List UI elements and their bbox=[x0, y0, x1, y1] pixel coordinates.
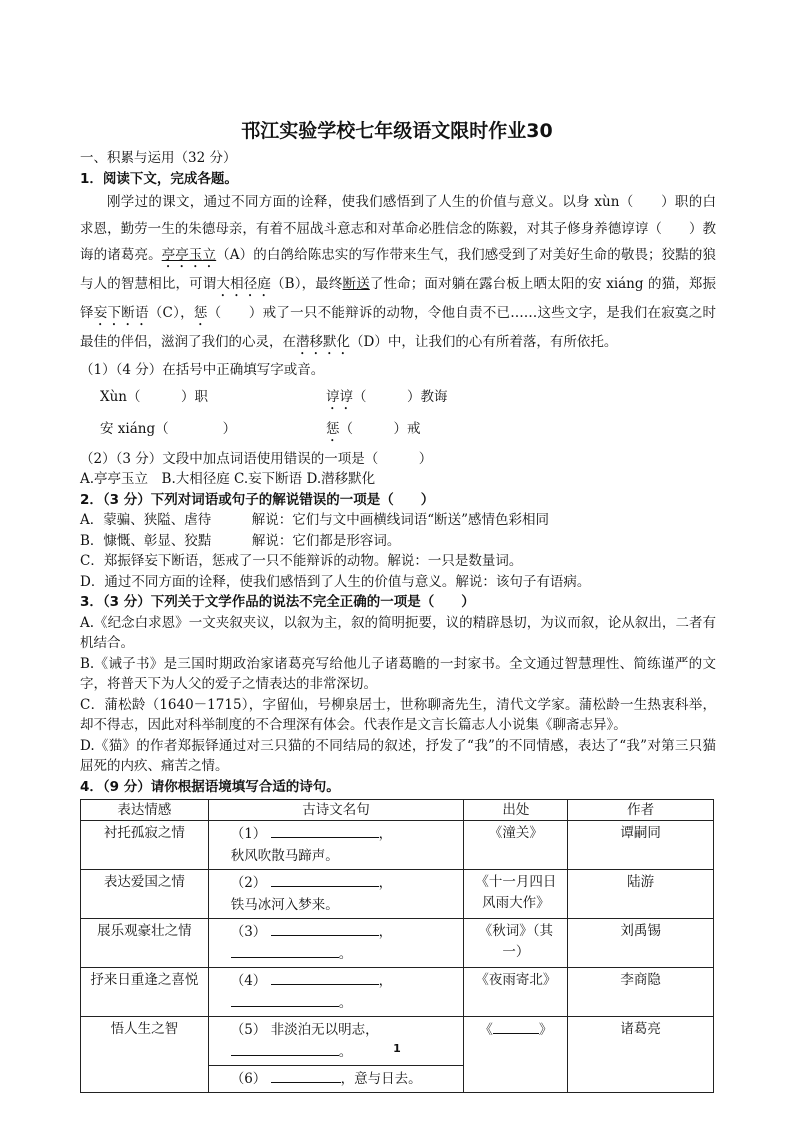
dotted-word: 谆谆 bbox=[326, 388, 353, 405]
source-cell: 《秋词》（其一） bbox=[464, 919, 568, 968]
poem-cell: （3） ， 。 bbox=[208, 919, 464, 968]
author-cell: 陆游 bbox=[568, 870, 714, 919]
table-header: 表达情感 bbox=[81, 800, 209, 821]
blank-number: （1） bbox=[230, 826, 267, 842]
reading-passage bbox=[80, 189, 716, 358]
answer-blank[interactable] bbox=[271, 921, 379, 936]
question-3-heading: 3．（3 分）下列关于文学作品的说法不完全正确的一项是（ ） bbox=[80, 594, 475, 610]
emotion-cell: 悟人生之智 bbox=[81, 1017, 209, 1093]
bracket: 《 bbox=[479, 1022, 493, 1038]
dotted-char: 惩 bbox=[193, 305, 208, 321]
table-header: 古诗文名句 bbox=[208, 800, 464, 821]
emotion-cell: 展乐观豪壮之情 bbox=[81, 919, 209, 968]
passage-text: 了性命；面对躺在露台板上晒太阳的安 xiáng 的猫，郑振铎 bbox=[80, 276, 717, 321]
poem-cell: （1） ， 秋风吹散马蹄声。 bbox=[208, 821, 464, 870]
question-3-option-b: B.《诫子书》是三国时期政治家诸葛亮写给他儿子诸葛瞻的一封家书。全文通过智慧理性、简练谨严的文字，将普天下为人父的爱子之情表达的非常深切。 bbox=[80, 655, 716, 692]
blank-number: （5） bbox=[230, 1022, 267, 1038]
poem-line: ，意与日去。 bbox=[340, 1071, 422, 1087]
emotion-cell: 表达爱国之情 bbox=[81, 870, 209, 919]
author-cell: 谭嗣同 bbox=[568, 821, 714, 870]
fill-item-zhunzhun bbox=[326, 381, 448, 413]
fill-item-cheng bbox=[326, 413, 421, 445]
answer-blank[interactable] bbox=[231, 943, 339, 958]
question-2-heading: 2．（3 分）下列对词语或句子的解说错误的一项是（ ） bbox=[80, 491, 435, 508]
section-heading: 一、积累与运用（32 分） bbox=[80, 150, 237, 166]
question-4-heading: 4．（9 分）请你根据语境填写合适的诗句。 bbox=[80, 778, 340, 795]
sub-question-2-heading: （2）（3 分）文段中加点词语使用错误的一项是（ ） bbox=[80, 450, 433, 467]
question-3-option-a: A.《纪念白求恩》一文夹叙夹议，以叙为主，叙的简明扼要，议的精辟恳切，为议而叙，论从叙出，二者有机结合。 bbox=[80, 614, 716, 651]
table-header-row bbox=[81, 800, 714, 821]
poem-cell: （2） ， 铁马冰河入梦来。 bbox=[208, 870, 464, 919]
dotted-word-d: 潜移默化 bbox=[296, 334, 350, 350]
poem-line: 铁马冰河入梦来。 bbox=[230, 897, 339, 913]
fill-text: （ ）教诲 bbox=[353, 388, 448, 405]
blank-number: （2） bbox=[230, 875, 267, 891]
passage-text: （B），最终 bbox=[271, 276, 343, 292]
question-1-stem: 1．阅读下文，完成各题。 bbox=[80, 170, 238, 187]
poem-cell bbox=[208, 1066, 464, 1093]
answer-blank[interactable] bbox=[271, 823, 379, 838]
question-2-option-b: B．慷慨、彰显、狡黠 解说：它们都是形容词。 bbox=[80, 532, 401, 549]
page-number: 1 bbox=[393, 1042, 401, 1055]
question-2-option-a: A．蒙骗、狭隘、虐待 解说：它们与文中画横线词语“断送”感情色彩相同 bbox=[80, 512, 550, 528]
blank-number: （3） bbox=[230, 924, 267, 940]
table-row bbox=[81, 1017, 714, 1066]
blank-number: （4） bbox=[230, 973, 267, 989]
question-2-option-c: C．郑振铎妄下断语，惩戒了一只不能辩诉的动物。解说：一只是数量词。 bbox=[80, 553, 523, 569]
answer-blank[interactable] bbox=[271, 872, 379, 887]
blank-number: （6） bbox=[230, 1071, 267, 1087]
table-row bbox=[81, 919, 714, 968]
passage-text: （C）， bbox=[148, 305, 194, 321]
bracket: 》 bbox=[538, 1022, 553, 1038]
passage-text: （A）的白鸽给陈忠实的写作带来生气，我们感受到了对美好生命的敬畏；狡黠的狼与人的智慧相比，可谓 bbox=[80, 247, 717, 292]
fill-item-xun: Xùn（ ）职 bbox=[100, 388, 208, 405]
answer-blank[interactable] bbox=[271, 1068, 341, 1083]
author-cell: 李商隐 bbox=[568, 968, 714, 1017]
fill-item-xiang: 安 xiáng（ ） bbox=[100, 420, 237, 437]
content bbox=[80, 148, 716, 1093]
dotted-word-c: 妄下断语 bbox=[93, 305, 149, 321]
source-cell: 《潼关》 bbox=[464, 821, 568, 870]
sub-question-2-options: A.亭亭玉立 B.大相径庭 C.妄下断语 D.潜移默化 bbox=[80, 471, 376, 487]
answer-blank[interactable] bbox=[493, 1019, 539, 1034]
poem-line: 非淡泊无以明志， bbox=[270, 1022, 379, 1038]
passage-text: （ ）戒了一只不能辩诉的动物，令他自责不已……这些文字，是我们在寂寞之时最佳的伴侣，滋润了我们的心灵，在 bbox=[80, 305, 717, 350]
table-row bbox=[81, 821, 714, 870]
answer-blank[interactable] bbox=[271, 970, 379, 985]
passage-text: （D）中，让我们的心有所着落，有所依托。 bbox=[350, 334, 618, 350]
dotted-word-b: 大相径庭 bbox=[216, 276, 272, 292]
poem-line: 秋风吹散马蹄声。 bbox=[230, 848, 339, 864]
table-row bbox=[81, 870, 714, 919]
fill-row-1 bbox=[80, 381, 716, 413]
table-row bbox=[81, 968, 714, 1017]
table-header: 出处 bbox=[464, 800, 568, 821]
author-cell: 刘禹锡 bbox=[568, 919, 714, 968]
author-cell: 诸葛亮 bbox=[568, 1017, 714, 1093]
underlined-word: 断送 bbox=[342, 276, 370, 292]
passage-text: 刚学过的课文，通过不同方面的诠释，使我们感悟到了人生的价值与意义。以身 xùn（ ）职的白求恩，勤劳一生的朱德母亲，有着不屈战斗意志和对革命必胜信念的陈毅，对其子修身养德谆谆（ ）教诲的诸葛亮。 bbox=[80, 194, 716, 263]
question-3-option-d: D.《猫》的作者郑振铎通过对三只猫的不同结局的叙述，抒发了“我”的不同情感，表达了“我”对第三只猫屈死的内疚、痛苦之情。 bbox=[80, 737, 716, 774]
question-3-option-c: C．蒲松龄（1640－1715），字留仙，号柳泉居士，世称聊斋先生，清代文学家。蒲松龄一生热衷科举，却不得志，因此对科举制度的不合理深有体会。代表作是文言长篇志人小说集《聊斋志异》。 bbox=[80, 696, 716, 733]
fill-text: （ ）戒 bbox=[339, 420, 421, 437]
source-cell: 《夜雨寄北》 bbox=[464, 968, 568, 1017]
question-2-option-d: D．通过不同方面的诠释，使我们感悟到了人生的价值与意义。解说：该句子有语病。 bbox=[80, 573, 591, 590]
page-title: 邗江实验学校七年级语文限时作业30 bbox=[241, 120, 553, 142]
dotted-word-a: 亭亭玉立 bbox=[161, 247, 217, 263]
poem-cell: （5） 非淡泊无以明志， 。 bbox=[208, 1017, 464, 1066]
answer-blank[interactable] bbox=[231, 992, 339, 1007]
table-header: 作者 bbox=[568, 800, 714, 821]
emotion-cell: 衬托孤寂之情 bbox=[81, 821, 209, 870]
fill-row-2 bbox=[80, 413, 716, 445]
sub-question-1-heading: （1）（4 分）在括号中正确填写字或音。 bbox=[80, 362, 325, 378]
dotted-word: 惩 bbox=[326, 420, 340, 437]
source-cell: 《十一月四日风雨大作》 bbox=[464, 870, 568, 919]
poem-cell: （4） ， 。 bbox=[208, 968, 464, 1017]
emotion-cell: 抒来日重逢之喜悦 bbox=[81, 968, 209, 1017]
